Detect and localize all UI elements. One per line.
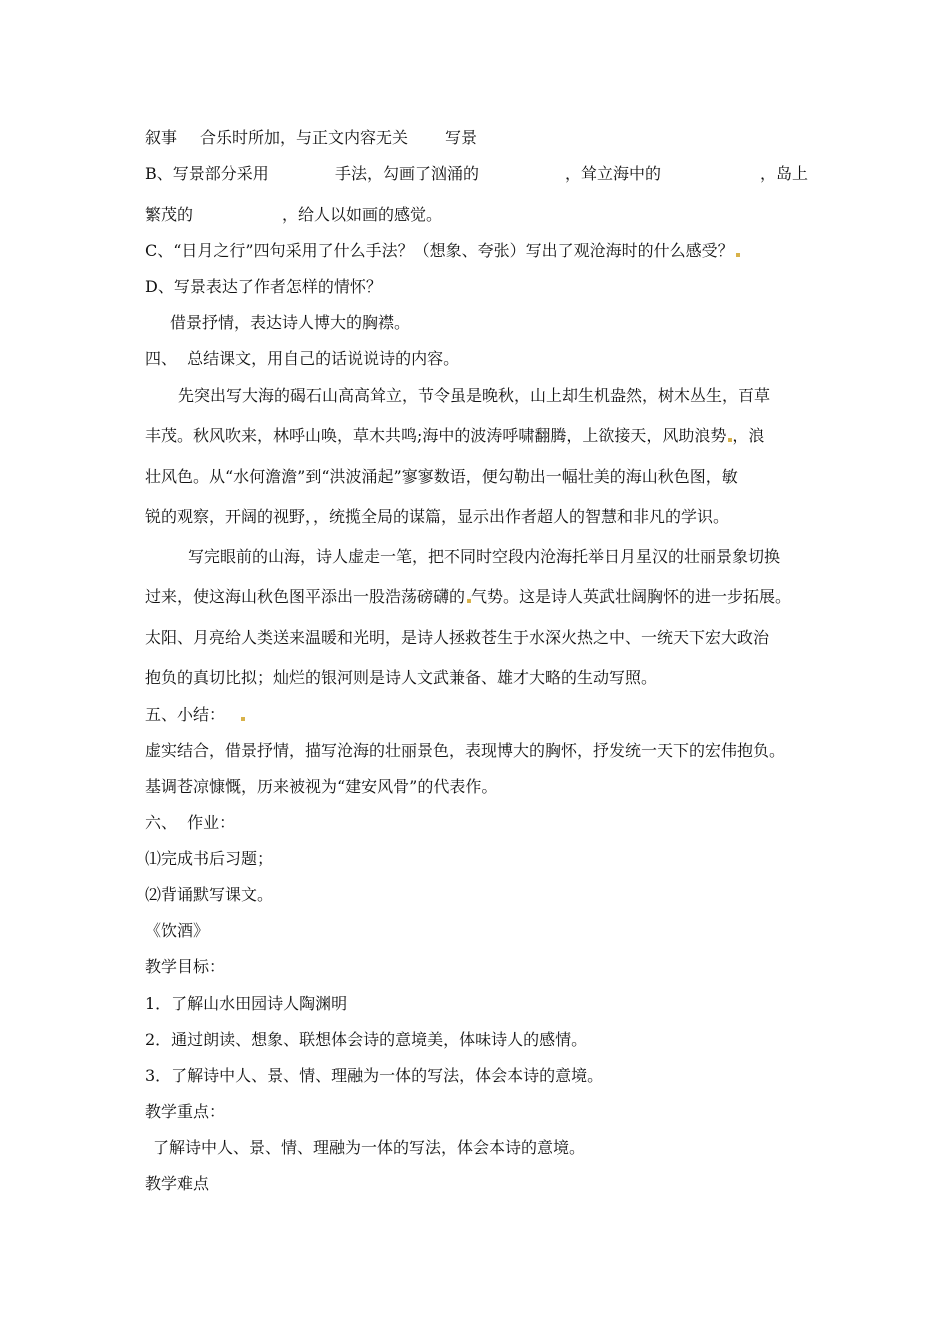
text-line: 合乐时所加，与正文内容无关 (200, 128, 409, 147)
text-segment: 丰茂。秋风吹来，林呼山唤，草木共鸣;海中的波涛呼啸翻腾，上欲接天，风助浪势 (145, 426, 727, 445)
text-line: 《饮酒》 (145, 921, 210, 940)
text-line: 教学难点 (145, 1174, 210, 1193)
text-line: 了解诗中人、景、情、理融为一体的写法，体会本诗的意境。 (153, 1138, 586, 1157)
text-line (145, 128, 177, 148)
text-line: D、写景表达了作者怎样的情怀？ (145, 277, 382, 296)
text-line: 教学重点： (145, 1102, 226, 1121)
text-line: 六、 作业： (145, 813, 236, 832)
text-line: 借景抒情，表达诗人博大的胸襟。 (170, 313, 411, 332)
text-line: 虚实结合，借景抒情，描写沧海的壮丽景色，表现博大的胸怀，抒发统一天下的宏伟抱负。 (145, 741, 786, 760)
text-segment: 气势。这是诗人英武壮阔胸怀的进一步拓展。 (471, 587, 792, 606)
text-line: ⑴完成书后习题； (145, 849, 274, 868)
text-line: 壮风色。从“水何澹澹”到“洪波涌起”寥寥数语，便勾勒出一幅壮美的海山秋色图，敏 (145, 467, 738, 486)
text-line: 抱负的真切比拟；灿烂的银河则是诗人文武兼备、雄才大略的生动写照。 (145, 668, 658, 687)
mark-dot (241, 717, 245, 721)
text-line: ，给人以如画的感觉。 (282, 205, 443, 224)
text-line: 教学目标： (145, 957, 226, 976)
text-line: 2．通过朗读、想象、联想体会诗的意境美，体味诗人的感情。 (145, 1030, 588, 1049)
text-line: 写景 (445, 128, 478, 147)
text-line (145, 426, 764, 446)
text-line: ，耸立海中的 (565, 164, 662, 183)
text-line (145, 587, 791, 607)
text-line (145, 241, 740, 261)
text-line: B、写景部分采用 (145, 164, 269, 183)
text-line: 四、 总结课文，用自己的话说说诗的内容。 (145, 349, 460, 368)
text-line: 1．了解山水田园诗人陶渊明 (145, 994, 348, 1013)
text-segment: 五、小结： (145, 705, 226, 724)
text-line: 太阳、月亮给人类送来温暖和光明，是诗人拯救苍生于水深火热之中、一统天下宏大政治 (145, 628, 770, 647)
text-line: 3．了解诗中人、景、情、理融为一体的写法，体会本诗的意境。 (145, 1066, 604, 1085)
text-line: 基调苍凉慷慨，历来被视为“建安风骨”的代表作。 (145, 777, 498, 796)
text-line: 繁茂的 (145, 205, 194, 224)
text-segment: ，浪 (732, 426, 765, 445)
text-line: 写完眼前的山海，诗人虚走一笔，把不同时空段内沧海托举日月星汉的壮丽景象切换 (188, 547, 781, 566)
mark-dot (736, 253, 740, 257)
text-line: 锐的观察，开阔的视野，，统揽全局的谋篇，显示出作者超人的智慧和非凡的学识。 (145, 507, 730, 526)
text-line (145, 705, 245, 725)
text-segment: 过来，使这海山秋色图平添出一股浩荡磅礴的 (145, 587, 466, 606)
text-line: ⑵背诵默写课文。 (145, 885, 274, 904)
text-segment: 叙事 (145, 128, 178, 147)
text-line: 先突出写大海的碣石山高高耸立，节令虽是晚秋，山上却生机盎然，树木丛生，百草 (178, 386, 771, 405)
text-segment: C、“日月之行”四句采用了什么手法？（想象、夸张）写出了观沧海时的什么感受？ (145, 241, 734, 260)
text-line: ，岛上 (760, 164, 809, 183)
text-line: 手法，勾画了汹涌的 (335, 164, 480, 183)
